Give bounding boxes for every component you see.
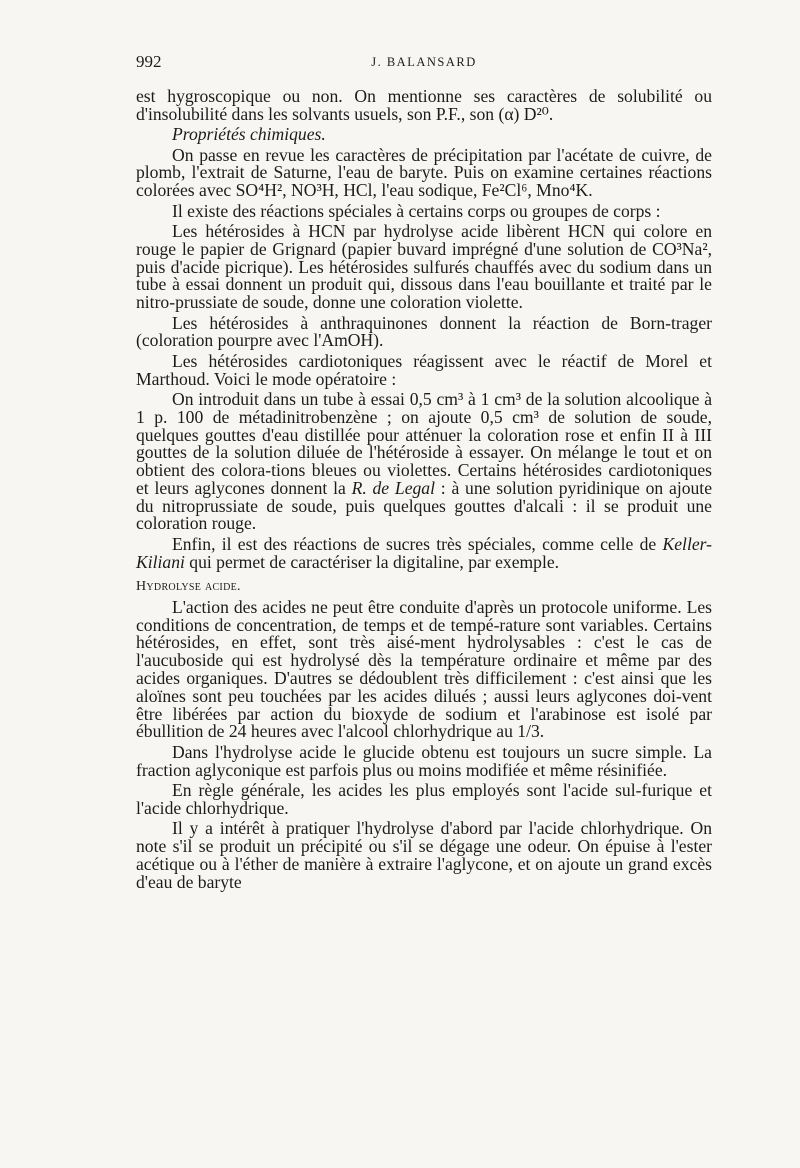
- paragraph: Il existe des réactions spéciales à certains corps ou groupes de corps :: [172, 200, 661, 221]
- paragraph-text: qui permet de caractériser la digitaline, par exemple.: [189, 551, 560, 572]
- section-heading-text: Hydrolyse acide.: [136, 579, 241, 595]
- running-head: J. BALANSARD: [371, 55, 477, 69]
- paragraph: Les hétérosides cardiotoniques réagissent avec le réactif de Morel et Marthoud. Voici le mode opératoire :: [136, 350, 712, 389]
- paragraph: [136, 388, 713, 534]
- page-number: 992: [136, 52, 162, 71]
- paragraph: Les hétérosides à anthraquinones donnent la réaction de Born-trager (coloration pourpre avec l'AmOH).: [136, 312, 712, 351]
- section-heading-chemical-properties: Propriétés chimiques.: [172, 124, 326, 145]
- reaction-name: R. de Legal: [351, 477, 435, 498]
- paragraph: Dans l'hydrolyse acide le glucide obtenu est toujours un sucre simple. La fraction aglyconique est parfois plus ou moins modifiée et même résinifiée.: [136, 741, 712, 780]
- paragraph: On passe en revue les caractères de précipitation par l'acétate de cuivre, de plomb, l'extrait de Saturne, l'eau de baryte. Puis on examine certaines réactions colorées avec SO⁴H², NO³H, HCl, l'eau sodique, Fe²Cl⁶, Mno⁴K.: [136, 144, 712, 201]
- paragraph-text: On introduit dans un tube à essai 0,5 cm³ à 1 cm³ de la solution alcoolique à 1 p. 100 de métadinitrobenzène ; on ajoute 0,5 cm³ de solution de soude, quelques gouttes d'eau distillée pour atténuer la coloration rose et enfin II à III gouttes de la solution diluée de l'hétéroside à essayer. On mélange le tout et on obtient des colora-tions bleues ou violettes. Certains hétérosides cardiotoniques et leurs aglycones donnent la: [136, 388, 712, 498]
- paragraph: est hygroscopique ou non. On mentionne ses caractères de solubilité ou d'insolubilité dans les solvants usuels, son P.F., son (α) D²⁰.: [136, 86, 712, 124]
- paragraph-text: Enfin, il est des réactions de sucres très spéciales, comme celle de: [172, 533, 657, 554]
- paragraph: En règle générale, les acides les plus employés sont l'acide sul-furique et l'acide chlorhydrique.: [136, 780, 712, 818]
- section-heading-acid-hydrolysis: [136, 578, 712, 596]
- paragraph: [136, 533, 712, 572]
- page-header: [136, 52, 712, 76]
- reaction-name: Keller-Kiliani: [136, 533, 712, 572]
- paragraph: Il y a intérêt à pratiquer l'hydrolyse d'abord par l'acide chlorhydrique. On note s'il se produit un précipité ou s'il se dégage une odeur. On épuise à l'ester acétique ou à l'éther de manière à extraire l'aglycone, et on ajoute un grand excès d'eau de baryte: [136, 818, 712, 892]
- paragraph: L'action des acides ne peut être conduite d'après un protocole uniforme. Les conditions de concentration, de temps et de tempé-rature sont variables. Certains hétérosides, en effet, sont très aisé-ment hydrolysables : c'est le cas de l'aucuboside qui est hydrolysé dès la température ordinaire et même par des acides organiques. D'autres se dédoublent très difficilement : c'est ainsi que les aloïnes sont peu touchées par les acides dilués ; aussi leurs aglycones doi-vent être libérées par action du bioxyde de sodium et l'arabinose est isolé par ébullition de 24 heures avec l'alcool chlorhydrique au 1/3.: [136, 596, 712, 742]
- body-text: [136, 88, 712, 891]
- paragraph: Les hétérosides à HCN par hydrolyse acide libèrent HCN qui colore en rouge le papier de Grignard (papier buvard imprégné d'une solution de CO³Na², puis d'acide picrique). Les hétérosides sulfurés chauffés avec du sodium dans un tube à essai donnent un produit qui, dissous dans l'eau bouillante et traité par le nitro-prussiate de soude, donne une coloration violette.: [136, 220, 712, 313]
- paragraph-text: : à une solution pyridinique on ajoute du nitroprussiate de soude, puis quelques gouttes d'alcali : il se produit une coloration rouge.: [136, 477, 713, 534]
